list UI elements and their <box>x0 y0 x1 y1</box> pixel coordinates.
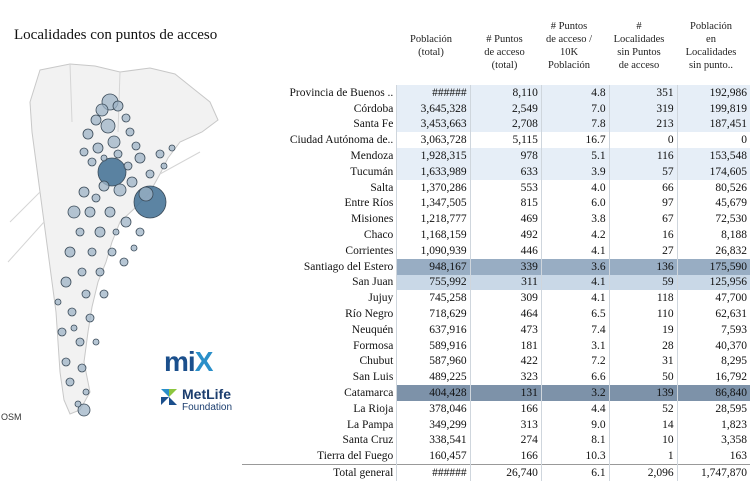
puntos-10k-cell: 4.0 <box>541 180 609 196</box>
osm-attribution: OSM <box>1 412 22 422</box>
localidades-sin-cell: 31 <box>609 354 677 370</box>
province-name: San Juan <box>352 276 394 289</box>
map-bubble[interactable] <box>113 101 123 111</box>
map-bubble[interactable] <box>76 338 84 346</box>
poblacion-cell: 3,645,328 <box>397 101 470 117</box>
puntos-10k-cell: 6.5 <box>541 306 609 322</box>
poblacion-cell: ###### <box>397 85 470 101</box>
localidades-sin-cell: 19 <box>609 322 677 338</box>
localidades-sin-cell: 66 <box>609 180 677 196</box>
poblacion-cell: 1,218,777 <box>397 211 470 227</box>
puntos-10k-cell: 3.9 <box>541 164 609 180</box>
puntos-10k-cell: 7.4 <box>541 322 609 338</box>
map-bubble[interactable] <box>92 194 100 202</box>
table-row[interactable] <box>242 448 750 464</box>
metlife-icon <box>160 388 178 406</box>
poblacion-sin-cell: 80,526 <box>677 180 750 196</box>
data-table <box>242 85 750 481</box>
puntos-10k-cell: 3.8 <box>541 211 609 227</box>
poblacion-sin-cell: 192,986 <box>677 85 750 101</box>
map-bubble[interactable] <box>80 148 88 156</box>
puntos-cell: 492 <box>470 227 541 243</box>
map-bubble[interactable] <box>66 378 74 386</box>
province-name: Jujuy <box>368 292 394 305</box>
localidades-sin-cell: 213 <box>609 117 677 133</box>
poblacion-cell: 3,063,728 <box>397 132 470 148</box>
poblacion-sin-cell: 1,747,870 <box>677 465 750 481</box>
puntos-cell: 181 <box>470 338 541 354</box>
puntos-cell: 339 <box>470 259 541 275</box>
poblacion-cell: ###### <box>397 465 470 481</box>
poblacion-cell: 718,629 <box>397 306 470 322</box>
puntos-10k-cell: 3.1 <box>541 338 609 354</box>
table-row[interactable] <box>242 85 750 101</box>
poblacion-cell: 589,916 <box>397 338 470 354</box>
table-row[interactable] <box>242 196 750 212</box>
poblacion-sin-cell: 16,792 <box>677 369 750 385</box>
province-name: Neuquén <box>351 323 394 336</box>
puntos-10k-cell: 7.8 <box>541 117 609 133</box>
puntos-cell: 313 <box>470 417 541 433</box>
poblacion-cell: 489,225 <box>397 369 470 385</box>
map-bubble[interactable] <box>88 158 96 166</box>
puntos-cell: 274 <box>470 433 541 449</box>
map-bubble[interactable] <box>121 217 131 227</box>
puntos-10k-cell: 4.1 <box>541 290 609 306</box>
poblacion-cell: 637,916 <box>397 322 470 338</box>
table-row[interactable] <box>242 101 750 117</box>
map-bubble[interactable] <box>93 143 103 153</box>
map-bubble[interactable] <box>136 228 144 236</box>
puntos-10k-cell: 6.1 <box>541 465 609 481</box>
table-row[interactable] <box>242 433 750 449</box>
localidades-sin-cell: 0 <box>609 132 677 148</box>
dashboard-title: Localidades con puntos de acceso <box>14 27 218 43</box>
puntos-cell: 473 <box>470 322 541 338</box>
map-bubble[interactable] <box>99 181 109 191</box>
puntos-10k-cell: 3.2 <box>541 385 609 401</box>
localidades-sin-cell: 52 <box>609 401 677 417</box>
province-name: Chaco <box>363 229 394 242</box>
poblacion-cell: 755,992 <box>397 275 470 291</box>
puntos-10k-cell: 4.1 <box>541 243 609 259</box>
puntos-10k-cell: 16.7 <box>541 132 609 148</box>
map-bubble[interactable] <box>108 248 116 256</box>
poblacion-cell: 1,370,286 <box>397 180 470 196</box>
poblacion-sin-cell: 28,595 <box>677 401 750 417</box>
province-name: Formosa <box>353 339 394 352</box>
localidades-sin-cell: 2,096 <box>609 465 677 481</box>
puntos-10k-cell: 4.2 <box>541 227 609 243</box>
map-bubble[interactable] <box>68 308 76 316</box>
map-bubble[interactable] <box>65 247 75 257</box>
map-bubble[interactable] <box>124 162 132 170</box>
map-bubble[interactable] <box>139 187 153 201</box>
localidades-sin-cell: 27 <box>609 243 677 259</box>
map-bubble[interactable] <box>108 136 120 148</box>
puntos-cell: 633 <box>470 164 541 180</box>
map-bubble[interactable] <box>113 229 119 235</box>
localidades-sin-cell: 16 <box>609 227 677 243</box>
map-bubble[interactable] <box>76 228 84 236</box>
poblacion-cell: 1,928,315 <box>397 148 470 164</box>
poblacion-sin-cell: 7,593 <box>677 322 750 338</box>
localidades-sin-cell: 116 <box>609 148 677 164</box>
poblacion-sin-cell: 45,679 <box>677 196 750 212</box>
poblacion-cell: 587,960 <box>397 354 470 370</box>
province-name: Total general <box>242 465 397 481</box>
header-poblacion[interactable]: Población (total) <box>410 34 452 58</box>
puntos-10k-cell: 5.1 <box>541 148 609 164</box>
puntos-cell: 131 <box>470 385 541 401</box>
map-bubble[interactable] <box>105 207 115 217</box>
province-name: Santa Cruz <box>342 434 394 447</box>
map-bubble[interactable] <box>91 115 101 125</box>
table-row[interactable] <box>242 117 750 133</box>
localidades-sin-cell: 59 <box>609 275 677 291</box>
table-row[interactable] <box>242 354 750 370</box>
localidades-sin-cell: 97 <box>609 196 677 212</box>
map-bubble[interactable] <box>78 364 86 372</box>
puntos-cell: 2,708 <box>470 117 541 133</box>
localidades-sin-cell: 136 <box>609 259 677 275</box>
puntos-10k-cell: 8.1 <box>541 433 609 449</box>
province-name: Ciudad Autónoma de.. <box>289 134 394 147</box>
poblacion-cell: 1,090,939 <box>397 243 470 259</box>
poblacion-sin-cell: 26,832 <box>677 243 750 259</box>
table-row[interactable] <box>242 180 750 196</box>
puntos-cell: 5,115 <box>470 132 541 148</box>
puntos-cell: 978 <box>470 148 541 164</box>
map-bubble[interactable] <box>156 150 164 158</box>
table-row[interactable] <box>242 290 750 306</box>
province-name: Río Negro <box>345 308 394 321</box>
map-bubble[interactable] <box>88 248 96 256</box>
poblacion-sin-cell: 199,819 <box>677 101 750 117</box>
puntos-10k-cell: 4.4 <box>541 401 609 417</box>
table-row[interactable] <box>242 401 750 417</box>
table-row[interactable] <box>242 385 750 401</box>
table-row[interactable] <box>242 275 750 291</box>
poblacion-cell: 404,428 <box>397 385 470 401</box>
province-name: Provincia de Buenos .. <box>289 86 394 99</box>
map-bubble[interactable] <box>122 114 130 122</box>
map-bubble[interactable] <box>68 206 80 218</box>
puntos-cell: 469 <box>470 211 541 227</box>
table-row[interactable] <box>242 306 750 322</box>
map-bubble[interactable] <box>114 150 122 158</box>
puntos-cell: 311 <box>470 275 541 291</box>
poblacion-sin-cell: 187,451 <box>677 117 750 133</box>
map-bubble[interactable] <box>131 245 137 251</box>
map-bubble[interactable] <box>83 389 89 395</box>
poblacion-cell: 349,299 <box>397 417 470 433</box>
poblacion-cell: 160,457 <box>397 448 470 464</box>
puntos-cell: 815 <box>470 196 541 212</box>
localidades-sin-cell: 118 <box>609 290 677 306</box>
localidades-sin-cell: 28 <box>609 338 677 354</box>
localidades-sin-cell: 67 <box>609 211 677 227</box>
puntos-cell: 166 <box>470 448 541 464</box>
puntos-10k-cell: 10.3 <box>541 448 609 464</box>
header-poblacion-sin[interactable]: Población en Localidades sin punto.. <box>685 21 737 71</box>
map-bubble[interactable] <box>71 325 77 331</box>
map-bubble[interactable] <box>132 142 140 150</box>
province-name: San Luis <box>352 371 394 384</box>
header-puntos-10k[interactable]: # Puntos de acceso / 10K Población <box>545 21 593 71</box>
table-row[interactable] <box>242 132 750 148</box>
province-name: Santa Fe <box>353 118 394 131</box>
poblacion-cell: 745,258 <box>397 290 470 306</box>
puntos-10k-cell: 7.0 <box>541 101 609 117</box>
poblacion-sin-cell: 163 <box>677 448 750 464</box>
puntos-cell: 8,110 <box>470 85 541 101</box>
poblacion-sin-cell: 174,605 <box>677 164 750 180</box>
table-row[interactable] <box>242 417 750 433</box>
poblacion-cell: 3,453,663 <box>397 117 470 133</box>
poblacion-sin-cell: 0 <box>677 132 750 148</box>
map-bubble[interactable] <box>86 314 94 322</box>
localidades-sin-cell: 110 <box>609 306 677 322</box>
map-bubble[interactable] <box>95 227 105 237</box>
poblacion-sin-cell: 175,590 <box>677 259 750 275</box>
puntos-10k-cell: 4.1 <box>541 275 609 291</box>
mix-logo: miX <box>164 346 213 377</box>
puntos-cell: 166 <box>470 401 541 417</box>
map-bubble[interactable] <box>101 155 107 161</box>
province-name: Tucumán <box>350 165 394 178</box>
province-name: Mendoza <box>350 150 394 163</box>
puntos-10k-cell: 6.6 <box>541 369 609 385</box>
localidades-sin-cell: 10 <box>609 433 677 449</box>
poblacion-sin-cell: 3,358 <box>677 433 750 449</box>
table-row[interactable] <box>242 369 750 385</box>
map-bubble[interactable] <box>135 153 145 163</box>
localidades-sin-cell: 57 <box>609 164 677 180</box>
puntos-cell: 446 <box>470 243 541 259</box>
puntos-cell: 323 <box>470 369 541 385</box>
localidades-sin-cell: 139 <box>609 385 677 401</box>
map-bubble[interactable] <box>58 328 66 336</box>
poblacion-sin-cell: 8,188 <box>677 227 750 243</box>
map-bubble[interactable] <box>82 290 90 298</box>
table-row[interactable] <box>242 227 750 243</box>
table-row[interactable] <box>242 322 750 338</box>
province-name: Misiones <box>351 213 394 226</box>
map-bubble[interactable] <box>120 258 128 266</box>
province-name: Córdoba <box>353 102 394 115</box>
map-bubble[interactable] <box>93 339 99 345</box>
puntos-10k-cell: 3.6 <box>541 259 609 275</box>
map-bubble[interactable] <box>127 177 137 187</box>
poblacion-sin-cell: 40,370 <box>677 338 750 354</box>
puntos-cell: 26,740 <box>470 465 541 481</box>
map-bubble[interactable] <box>85 207 95 217</box>
poblacion-sin-cell: 86,840 <box>677 385 750 401</box>
puntos-cell: 553 <box>470 180 541 196</box>
table-row[interactable] <box>242 148 750 164</box>
map-bubble[interactable] <box>61 277 71 287</box>
province-name: La Pampa <box>347 418 394 431</box>
total-row[interactable] <box>242 465 750 481</box>
map-bubble[interactable] <box>78 268 86 276</box>
table-row[interactable] <box>242 243 750 259</box>
puntos-10k-cell: 4.8 <box>541 85 609 101</box>
header-puntos[interactable]: # Puntos de acceso (total) <box>484 34 525 71</box>
map-bubble[interactable] <box>83 129 93 139</box>
table-row[interactable] <box>242 259 750 275</box>
map-bubble[interactable] <box>79 187 89 197</box>
map-bubble[interactable] <box>100 290 108 298</box>
map-bubble[interactable] <box>169 145 175 151</box>
table-row[interactable] <box>242 211 750 227</box>
puntos-cell: 464 <box>470 306 541 322</box>
poblacion-cell: 1,347,505 <box>397 196 470 212</box>
province-name: Tierra del Fuego <box>317 450 394 463</box>
poblacion-cell: 948,167 <box>397 259 470 275</box>
province-name: Santiago del Estero <box>303 260 394 273</box>
poblacion-cell: 378,046 <box>397 401 470 417</box>
localidades-sin-cell: 50 <box>609 369 677 385</box>
province-name: Entre Ríos <box>344 197 394 210</box>
province-name: Corrientes <box>345 244 394 257</box>
poblacion-cell: 1,633,989 <box>397 164 470 180</box>
localidades-sin-cell: 319 <box>609 101 677 117</box>
poblacion-sin-cell: 62,631 <box>677 306 750 322</box>
table-row[interactable] <box>242 338 750 354</box>
province-name: Catamarca <box>344 387 394 400</box>
map-bubble[interactable] <box>96 104 108 116</box>
map-bubble[interactable] <box>55 299 61 305</box>
puntos-10k-cell: 6.0 <box>541 196 609 212</box>
poblacion-sin-cell: 153,548 <box>677 148 750 164</box>
poblacion-sin-cell: 72,530 <box>677 211 750 227</box>
table-row[interactable] <box>242 164 750 180</box>
localidades-sin-cell: 14 <box>609 417 677 433</box>
map-bubble[interactable] <box>146 170 154 178</box>
puntos-cell: 309 <box>470 290 541 306</box>
puntos-cell: 2,549 <box>470 101 541 117</box>
poblacion-sin-cell: 1,823 <box>677 417 750 433</box>
province-name: Chubut <box>359 355 394 368</box>
map-bubble[interactable] <box>96 268 104 276</box>
map-bubble[interactable] <box>101 119 115 133</box>
map-bubble[interactable] <box>161 163 167 169</box>
puntos-10k-cell: 9.0 <box>541 417 609 433</box>
puntos-10k-cell: 7.2 <box>541 354 609 370</box>
map-bubble[interactable] <box>126 128 134 136</box>
map-bubble[interactable] <box>75 401 81 407</box>
province-name: La Rioja <box>353 402 394 415</box>
poblacion-sin-cell: 125,956 <box>677 275 750 291</box>
map-bubble[interactable] <box>114 184 126 196</box>
localidades-sin-cell: 351 <box>609 85 677 101</box>
poblacion-cell: 338,541 <box>397 433 470 449</box>
poblacion-sin-cell: 47,700 <box>677 290 750 306</box>
province-name: Salta <box>370 181 394 194</box>
poblacion-sin-cell: 8,295 <box>677 354 750 370</box>
map-bubble[interactable] <box>62 358 70 366</box>
header-localidades-sin[interactable]: # Localidades sin Puntos de acceso <box>613 21 665 71</box>
poblacion-cell: 1,168,159 <box>397 227 470 243</box>
localidades-sin-cell: 1 <box>609 448 677 464</box>
puntos-cell: 422 <box>470 354 541 370</box>
